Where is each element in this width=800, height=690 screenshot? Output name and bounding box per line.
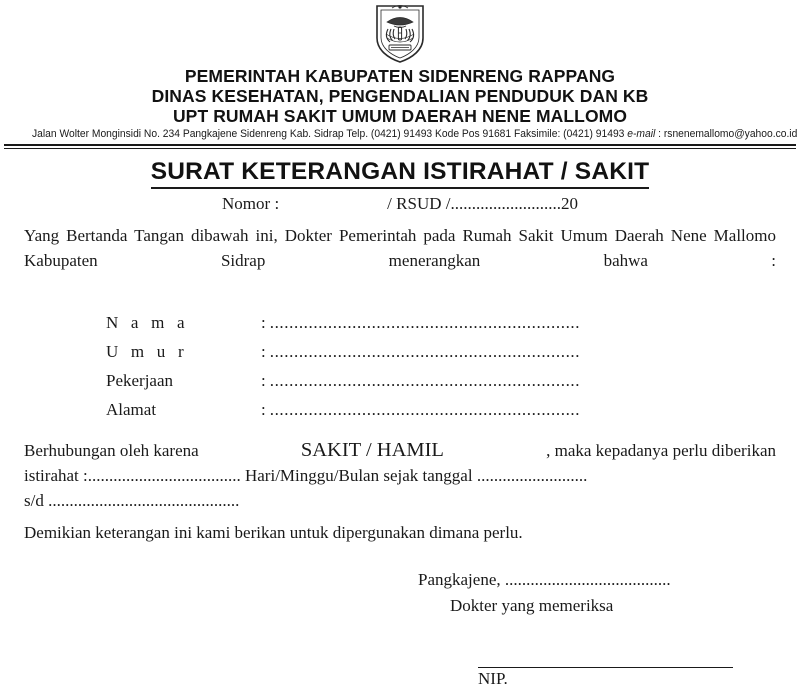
signature-date-value[interactable]: ....................................... [504, 570, 671, 589]
field-label-umur: U m u r [106, 342, 188, 361]
field-colon-nama: : [261, 313, 266, 332]
regency-crest-shield-icon [372, 2, 428, 64]
diagnosis-emphasis: SAKIT / HAMIL [300, 439, 444, 461]
diagnosis-prefix: Berhubungan oleh karena [24, 441, 199, 460]
intro-paragraph: Yang Bertanda Tangan dibawah ini, Dokter Pemerintah pada Rumah Sakit Umum Daerah Nene Mallomo Kabupaten Sidrap menerangkan bahwa : [24, 226, 776, 270]
field-label-alamat: Alamat [106, 400, 157, 419]
diagnosis-paragraph [24, 438, 776, 513]
closing-paragraph: Demikian keterangan ini kami berikan untuk dipergunakan dimana perlu. [24, 523, 523, 542]
istirahat-start-date-value[interactable]: .......................... [476, 466, 588, 485]
diagnosis-suffix: , maka kepadanya perlu diberikan [546, 441, 776, 460]
istirahat-unit-text: Hari/Minggu/Bulan sejak tanggal [240, 466, 477, 485]
org-line-1: PEMERINTAH KABUPATEN SIDENRENG RAPPANG [184, 66, 616, 86]
signature-space [418, 619, 776, 667]
email-label: e-mail [627, 128, 656, 140]
field-value-nama[interactable]: ................................................................ [269, 313, 581, 332]
field-row-alamat [106, 395, 776, 424]
sd-label: s/d [24, 491, 49, 510]
nomor-label: Nomor : [222, 194, 280, 213]
field-row-umur [106, 337, 776, 366]
signature-place-label: Pangkajene, [418, 570, 505, 589]
nomor-dots: .......................... [450, 194, 561, 213]
field-row-nama [106, 308, 776, 337]
address-line [32, 127, 798, 141]
field-colon-pekerjaan: : [261, 371, 266, 390]
diagnosis-line-1 [24, 438, 776, 463]
page-title: SURAT KETERANGAN ISTIRAHAT / SAKIT [151, 158, 650, 189]
nomor-middle: / RSUD / [387, 194, 451, 213]
istirahat-duration-value[interactable]: .................................... [87, 466, 241, 485]
nomor-row [0, 193, 800, 215]
field-value-pekerjaan[interactable]: ................................................................ [269, 371, 581, 390]
diagnosis-line-2 [24, 463, 776, 488]
patient-fields [24, 308, 776, 424]
field-colon-alamat: : [261, 400, 266, 419]
diagnosis-line-3 [24, 488, 776, 513]
signature-role: Dokter yang memeriksa [450, 596, 614, 615]
org-line-3: UPT RUMAH SAKIT UMUM DAERAH NENE MALLOMO [172, 106, 628, 126]
document-body [0, 223, 800, 690]
nomor-year: 20 [560, 194, 578, 213]
field-label-pekerjaan: Pekerjaan [106, 371, 174, 390]
address-text: Jalan Wolter Monginsidi No. 234 Pangkajene Sidenreng Kab. Sidrap Telp. (0421) 91493 Kode Pos 91681 Faksimile: (0421) 91493 [32, 128, 628, 140]
field-label-nama: N a m a [106, 313, 189, 332]
signature-place-row [418, 567, 776, 593]
signature-block [24, 567, 776, 690]
field-row-pekerjaan [106, 366, 776, 395]
nip-label: NIP. [478, 669, 508, 688]
email-value: : rsnenemallomo@yahoo.co.id [655, 128, 798, 140]
istirahat-label: istirahat : [24, 466, 88, 485]
org-line-2: DINAS KESEHATAN, PENGENDALIAN PENDUDUK DAN KB [151, 86, 649, 106]
title-block [0, 158, 800, 215]
letterhead [0, 0, 800, 141]
field-colon-umur: : [261, 342, 266, 361]
header-divider [4, 144, 796, 149]
istirahat-end-date-value[interactable]: ............................................. [48, 491, 240, 510]
field-value-alamat[interactable]: ................................................................ [269, 400, 581, 419]
field-value-umur[interactable]: ................................................................ [269, 342, 581, 361]
